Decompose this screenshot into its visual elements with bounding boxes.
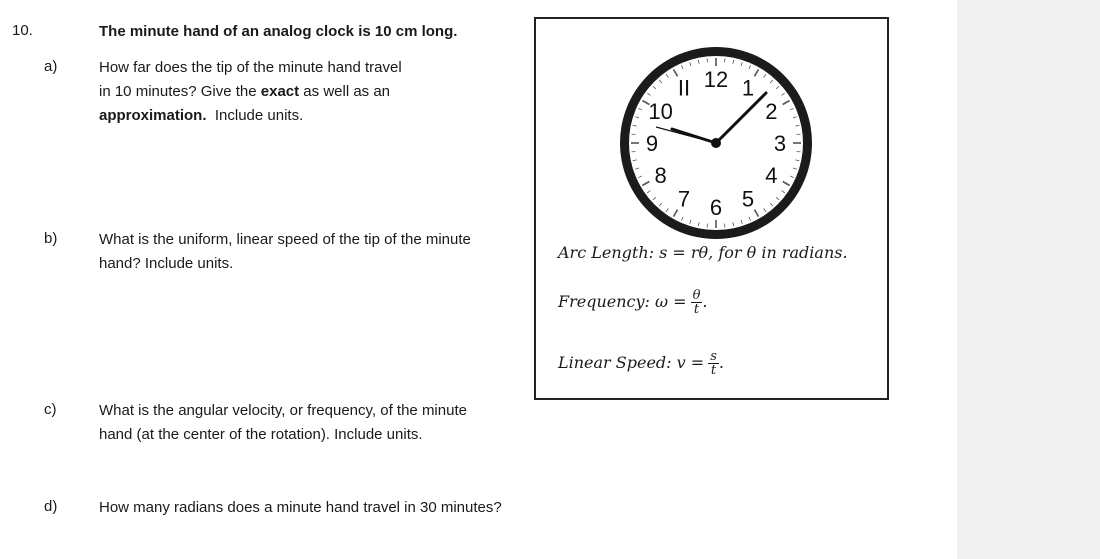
clock-numeral: II bbox=[677, 75, 691, 101]
clock-numeral: 9 bbox=[645, 131, 659, 156]
part-a-approx: approximation. bbox=[99, 107, 207, 124]
page-gutter bbox=[957, 0, 1100, 559]
clock-image bbox=[616, 43, 816, 243]
speed-denominator: t bbox=[710, 363, 717, 378]
part-d-text bbox=[99, 496, 502, 520]
part-d-label: d) bbox=[44, 498, 58, 515]
part-a-line2 bbox=[99, 80, 402, 104]
clock-numeral: 4 bbox=[765, 163, 778, 188]
part-a-line1: How far does the tip of the minute hand travel bbox=[99, 59, 402, 76]
frequency-lhs: Frequency: ω = bbox=[558, 292, 687, 311]
speed-lhs: Linear Speed: v = bbox=[558, 353, 705, 372]
part-a-line2-post: as well as an bbox=[299, 83, 391, 100]
part-a-line2-pre: in 10 minutes? Give the bbox=[99, 83, 261, 100]
question-number: 10. bbox=[12, 22, 33, 39]
question-heading: The minute hand of an analog clock is 10 cm long. bbox=[99, 23, 458, 40]
clock-icon bbox=[616, 43, 816, 243]
frequency-denominator: t bbox=[693, 302, 700, 317]
part-a-text bbox=[99, 56, 402, 128]
part-d-line1: How many radians does a minute hand travel in 30 minutes? bbox=[99, 499, 502, 516]
clock-numeral: 1 bbox=[741, 75, 755, 101]
arc-length-formula: Arc Length: s = rθ, for θ in radians. bbox=[558, 243, 848, 262]
part-c-line1: What is the angular velocity, or frequency, of the minute bbox=[99, 402, 467, 419]
part-b-text bbox=[99, 228, 471, 276]
part-c-text bbox=[99, 399, 467, 447]
frequency-period: . bbox=[702, 292, 708, 311]
speed-fraction bbox=[708, 350, 719, 377]
part-c-line2: hand (at the center of the rotation). Include units. bbox=[99, 426, 423, 443]
formula-box bbox=[534, 17, 889, 400]
clock-numeral: 7 bbox=[677, 186, 691, 212]
part-b-line2: hand? Include units. bbox=[99, 255, 234, 272]
linear-speed-formula bbox=[558, 350, 724, 377]
part-a-label: a) bbox=[44, 58, 58, 75]
part-b-line1: What is the uniform, linear speed of the tip of the minute bbox=[99, 231, 471, 248]
part-c-label: c) bbox=[44, 401, 57, 418]
clock-numeral: 5 bbox=[741, 186, 755, 212]
part-b-label: b) bbox=[44, 230, 58, 247]
frequency-formula bbox=[558, 289, 707, 316]
clock-numeral: 12 bbox=[703, 67, 729, 92]
clock-numeral: 2 bbox=[765, 99, 778, 124]
frequency-fraction bbox=[691, 289, 703, 316]
clock-numeral: 8 bbox=[654, 163, 667, 188]
clock-center-pin bbox=[711, 138, 721, 148]
clock-numeral: 3 bbox=[773, 131, 787, 156]
speed-period: . bbox=[718, 353, 724, 372]
part-a-exact: exact bbox=[260, 83, 300, 100]
clock-numeral: 10 bbox=[648, 99, 673, 124]
frequency-numerator: θ bbox=[692, 288, 701, 303]
part-a-line3-post: Include units. bbox=[206, 107, 304, 124]
clock-numeral: 6 bbox=[709, 195, 723, 220]
part-a-line3 bbox=[99, 104, 402, 128]
speed-numerator: s bbox=[710, 349, 717, 364]
